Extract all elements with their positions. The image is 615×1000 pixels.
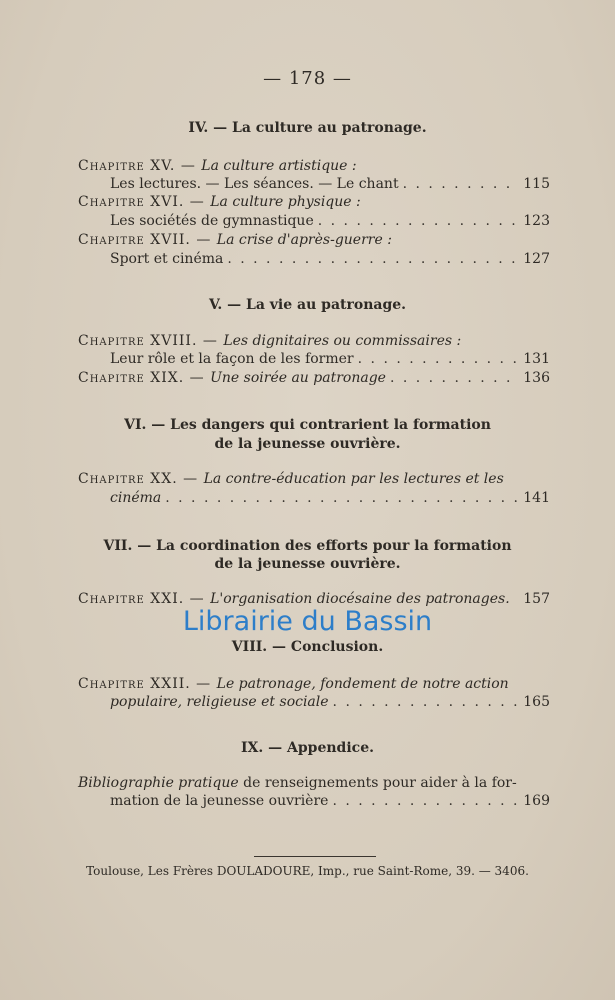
- chapter-label: Chapitre XX. —: [78, 471, 204, 487]
- bookseller-watermark: Librairie du Bassin: [182, 606, 433, 637]
- dot-leader: [333, 694, 520, 710]
- section-heading-v: V. — La vie au patronage.: [208, 297, 407, 313]
- dot-leader: [358, 351, 520, 367]
- appendix-title: Bibliographie pratique: [78, 775, 239, 791]
- section-heading-vii-line1: VII. — La coordination des efforts pour la formation: [103, 538, 512, 554]
- page-ref: 169: [523, 793, 550, 809]
- chapter-title: Une soirée au patronage: [210, 370, 386, 386]
- chapter-subtitle: Leur rôle et la façon de les former: [110, 351, 354, 367]
- chapter-label: Chapitre XIX. —: [78, 370, 211, 386]
- chapter-label: Chapitre XV. —: [78, 158, 202, 174]
- chapter-title: Le patronage, fondement de notre action: [216, 676, 509, 692]
- page-ref: 123: [523, 213, 550, 229]
- chapter-title: Les dignitaires ou commissaires :: [223, 333, 462, 349]
- toc-line-appendix: [110, 793, 550, 809]
- chapter-subtitle: populaire, religieuse et sociale: [110, 694, 329, 710]
- chapter-xviii-heading: [78, 333, 461, 349]
- chapter-subtitle: Sport et cinéma: [110, 251, 224, 267]
- toc-line-chapter-xix: [78, 370, 550, 386]
- section-heading-ix: IX. — Appendice.: [241, 740, 374, 756]
- toc-line-chapter-xviii: [110, 351, 550, 367]
- page-ref: 115: [523, 176, 550, 192]
- section-heading-iv: IV. — La culture au patronage.: [188, 120, 427, 136]
- toc-line-chapter-xvii: [110, 251, 550, 267]
- page-ref: 165: [523, 694, 550, 710]
- chapter-title: La contre-éducation par les lectures et les: [203, 471, 504, 487]
- chapter-xxii-heading: [78, 676, 509, 692]
- appendix-subtitle: mation de la jeunesse ouvrière: [110, 793, 329, 809]
- dot-leader: [390, 370, 519, 386]
- dot-leader: [332, 793, 519, 809]
- chapter-title: La culture physique :: [210, 194, 361, 210]
- toc-line-chapter-xv: [110, 176, 550, 192]
- chapter-subtitle: Les sociétés de gymnastique: [110, 213, 314, 229]
- section-heading-viii: VIII. — Conclusion.: [231, 639, 384, 655]
- chapter-xv-heading: [78, 158, 357, 174]
- dot-leader: [318, 213, 520, 229]
- toc-line-chapter-xx: [110, 490, 550, 506]
- section-heading-vii-line2: de la jeunesse ouvrière.: [214, 556, 401, 572]
- chapter-title: L'organisation diocésaine des patronages.: [210, 591, 510, 607]
- page-ref: 141: [523, 490, 550, 506]
- chapter-label: Chapitre XVI. —: [78, 194, 211, 210]
- appendix-entry: [78, 775, 517, 791]
- toc-line-chapter-xxii: [110, 694, 550, 710]
- chapter-xvi-heading: [78, 194, 361, 210]
- divider-rule: [254, 856, 376, 857]
- page-ref: 127: [523, 251, 550, 267]
- dot-leader: [403, 176, 520, 192]
- chapter-subtitle: cinéma: [110, 490, 162, 506]
- section-heading-vi-line2: de la jeunesse ouvrière.: [214, 436, 401, 452]
- chapter-label: Chapitre XVIII. —: [78, 333, 224, 349]
- page-number: — 178 —: [263, 68, 352, 89]
- chapter-label: Chapitre XVII. —: [78, 232, 217, 248]
- dot-leader: [227, 251, 519, 267]
- printer-imprint: Toulouse, Les Frères DOULADOURE, Imp., rue Saint-Rome, 39. — 3406.: [86, 864, 529, 878]
- page-ref: 157: [523, 591, 550, 607]
- chapter-xvii-heading: [78, 232, 392, 248]
- chapter-xx-heading: [78, 471, 504, 487]
- page-ref: 136: [523, 370, 550, 386]
- toc-line-chapter-xvi: [110, 213, 550, 229]
- chapter-label: Chapitre XXI. —: [78, 591, 211, 607]
- chapter-subtitle: Les lectures. — Les séances. — Le chant: [110, 176, 399, 192]
- page-ref: 131: [523, 351, 550, 367]
- appendix-text: de renseignements pour aider à la for-: [238, 775, 517, 791]
- section-heading-vi-line1: VI. — Les dangers qui contrarient la formation: [124, 417, 491, 433]
- toc-line-chapter-xxi: [78, 591, 550, 607]
- chapter-label: Chapitre XXII. —: [78, 676, 217, 692]
- chapter-title: La crise d'après-guerre :: [216, 232, 392, 248]
- chapter-title: La culture artistique :: [201, 158, 357, 174]
- dot-leader: [165, 490, 519, 506]
